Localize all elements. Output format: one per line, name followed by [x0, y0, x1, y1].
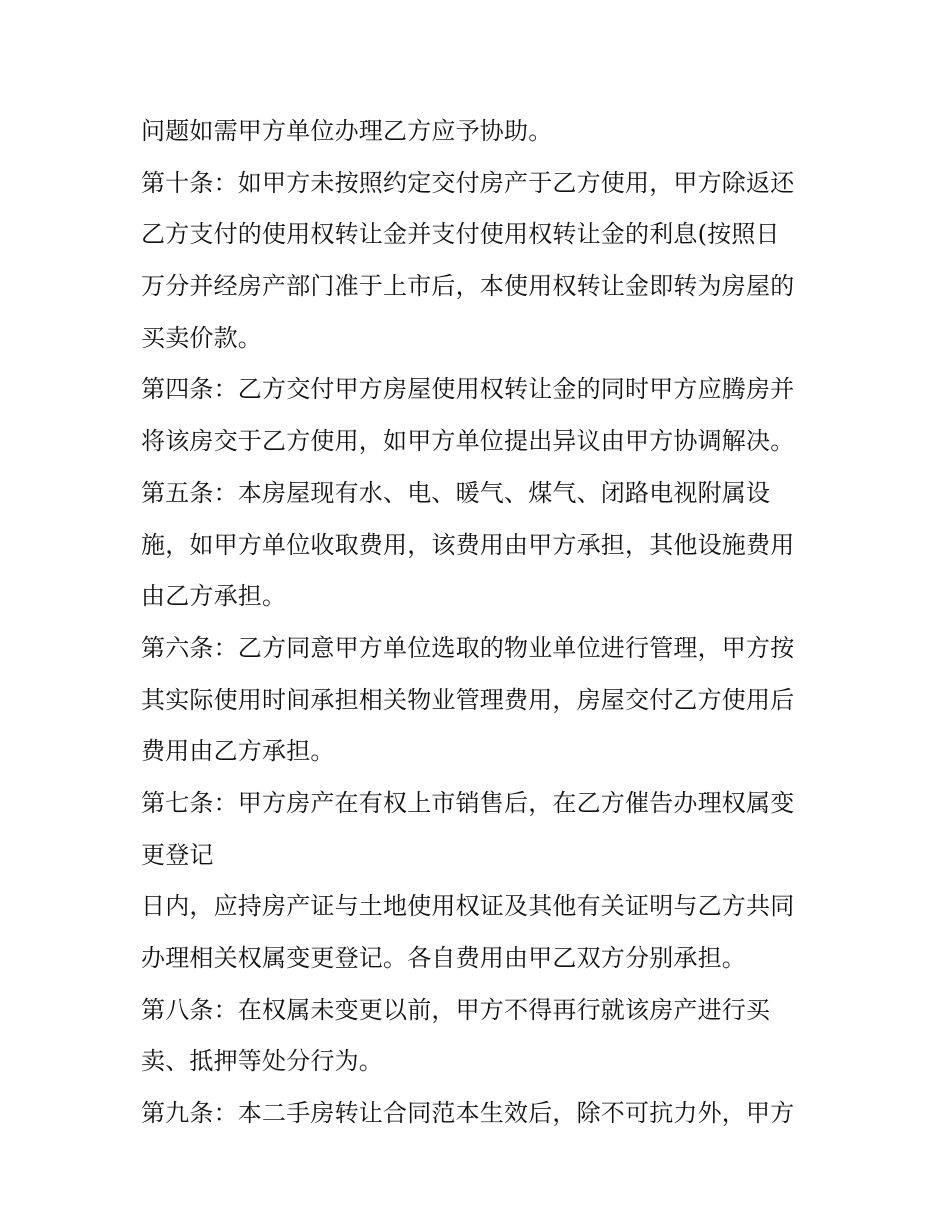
text-line: 万分并经房产部门准于上市后，本使用权转让金即转为房屋的 [141, 272, 795, 301]
contract-text-body [141, 106, 821, 1140]
text-line: 卖、抵押等处分行为。 [141, 1047, 383, 1076]
text-line: 第七条：甲方房产在有权上市销售后，在乙方催告办理权属变 [141, 788, 795, 817]
text-line: 第四条：乙方交付甲方房屋使用权转让金的同时甲方应腾房并 [141, 375, 795, 404]
text-line: 第十条：如甲方未按照约定交付房产于乙方使用，甲方除返还 [141, 168, 795, 197]
text-line: 第九条：本二手房转让合同范本生效后，除不可抗力外，甲方 [141, 1099, 795, 1128]
text-line: 第六条：乙方同意甲方单位选取的物业单位进行管理，甲方按 [141, 633, 795, 662]
text-line: 日内，应持房产证与土地使用权证及其他有关证明与乙方共同 [141, 892, 795, 921]
text-line: 更登记 [141, 840, 214, 869]
text-line: 问题如需甲方单位办理乙方应予协助。 [141, 117, 553, 145]
text-line: 乙方支付的使用权转让金并支付使用权转让金的利息(按照日 [141, 220, 780, 249]
text-line: 由乙方承担。 [141, 582, 287, 611]
text-line: 第五条：本房屋现有水、电、暖气、煤气、闭路电视附属设 [141, 478, 771, 507]
text-line: 第八条：在权属未变更以前，甲方不得再行就该房产进行买 [141, 995, 771, 1024]
text-line: 费用由乙方承担。 [141, 737, 335, 766]
text-line: 施，如甲方单位收取费用，该费用由甲方承担，其他设施费用 [141, 530, 795, 559]
text-line: 将该房交于乙方使用，如甲方单位提出异议由甲方协调解决。 [141, 427, 795, 456]
text-line: 办理相关权属变更登记。各自费用由甲乙双方分别承担。 [141, 944, 746, 972]
text-line: 其实际使用时间承担相关物业管理费用，房屋交付乙方使用后 [141, 685, 795, 714]
text-line: 买卖价款。 [141, 323, 262, 352]
